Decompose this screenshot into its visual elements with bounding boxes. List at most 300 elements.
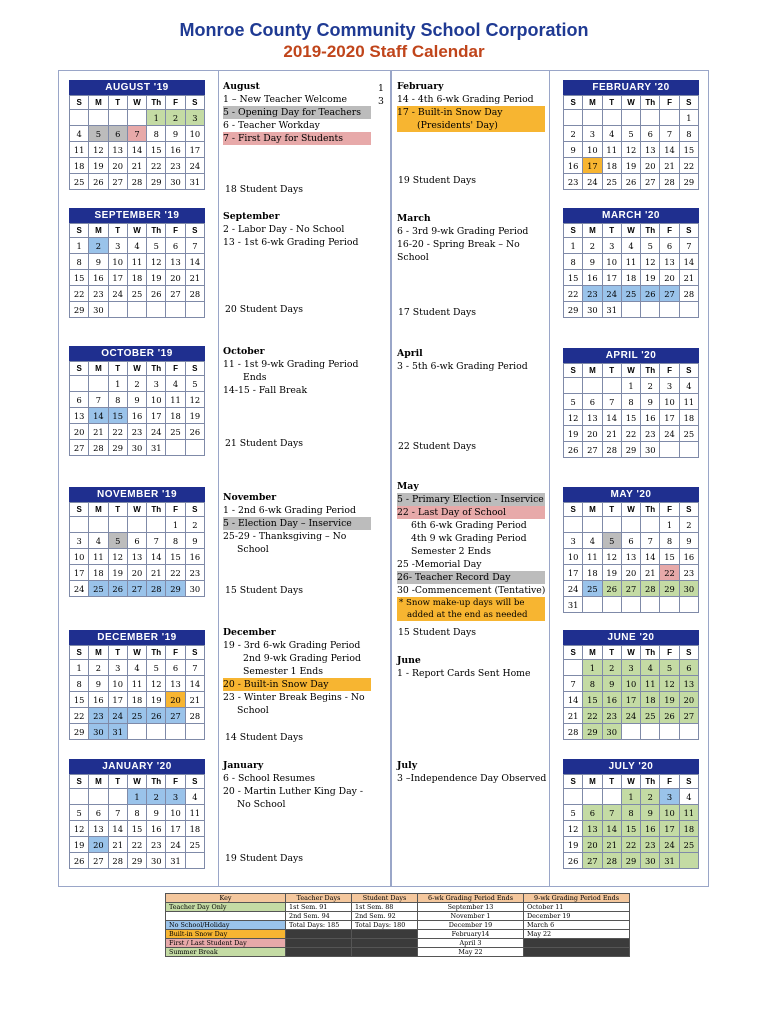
day-cell <box>166 302 185 318</box>
weekday-label: T <box>108 224 127 238</box>
day-cell: 21 <box>89 424 108 440</box>
key-cell <box>524 939 630 948</box>
day-cell: 21 <box>147 565 166 581</box>
day-cell <box>70 110 89 126</box>
weekday-label: Th <box>641 364 660 378</box>
day-cell: 30 <box>147 853 166 869</box>
day-cell: 17 <box>147 408 166 424</box>
weekday-label: S <box>185 362 204 376</box>
month-header: JANUARY '20 <box>69 759 205 774</box>
day-cell: 3 <box>621 660 640 676</box>
day-cell: 21 <box>127 158 146 174</box>
key-cell <box>286 930 352 939</box>
day-cell: 19 <box>185 408 204 424</box>
month-grid <box>563 645 699 740</box>
day-cell <box>70 517 89 533</box>
day-cell <box>564 789 583 805</box>
event-item: 7 - First Day for Students <box>223 132 371 145</box>
day-cell <box>185 853 204 869</box>
day-cell: 8 <box>583 676 602 692</box>
event-item: 1 - 2nd 6-wk Grading Period <box>223 505 356 516</box>
day-cell: 25 <box>70 174 89 190</box>
day-cell: 25 <box>127 286 146 302</box>
day-cell: 5 <box>564 394 583 410</box>
day-cell: 30 <box>185 581 204 597</box>
weekday-label: F <box>660 224 679 238</box>
day-cell: 26 <box>147 286 166 302</box>
day-cell: 10 <box>166 805 185 821</box>
day-cell: 5 <box>641 238 660 254</box>
day-cell: 31 <box>108 724 127 740</box>
day-cell: 18 <box>127 270 146 286</box>
event-item: 5 - Opening Day for Teachers <box>223 106 371 119</box>
day-cell: 7 <box>641 533 660 549</box>
day-cell: 28 <box>147 581 166 597</box>
day-cell <box>166 724 185 740</box>
day-cell: 23 <box>641 426 660 442</box>
day-cell: 14 <box>108 821 127 837</box>
day-cell: 5 <box>602 533 621 549</box>
day-cell: 31 <box>602 302 621 318</box>
day-cell <box>621 724 640 740</box>
day-cell <box>564 110 583 126</box>
day-cell <box>89 376 108 392</box>
day-cell: 25 <box>679 426 698 442</box>
day-cell <box>185 724 204 740</box>
events-august <box>223 80 371 145</box>
weekday-label: S <box>185 503 204 517</box>
day-cell: 10 <box>564 549 583 565</box>
weekday-label: W <box>127 646 146 660</box>
day-cell: 30 <box>641 442 660 458</box>
day-cell: 17 <box>108 692 127 708</box>
event-item: 14-15 - Fall Break <box>223 385 308 396</box>
day-cell: 10 <box>621 676 640 692</box>
day-cell: 3 <box>147 376 166 392</box>
event-heading: December <box>223 627 276 638</box>
day-cell: 3 <box>583 126 602 142</box>
day-cell: 19 <box>641 270 660 286</box>
day-cell: 18 <box>583 565 602 581</box>
weekday-label: S <box>185 646 204 660</box>
day-cell <box>108 110 127 126</box>
event-heading: May <box>397 481 419 492</box>
day-cell: 10 <box>660 805 679 821</box>
weekday-label: S <box>679 364 698 378</box>
day-cell: 4 <box>185 789 204 805</box>
day-cell: 13 <box>166 676 185 692</box>
day-cell: 12 <box>108 549 127 565</box>
event-item: 22 - Last Day of School <box>397 506 545 519</box>
day-cell: 5 <box>70 805 89 821</box>
event-item: 20 - Martin Luther King Day - <box>223 786 363 797</box>
weekday-label: M <box>89 362 108 376</box>
day-cell: 17 <box>185 142 204 158</box>
day-cell: 28 <box>89 440 108 456</box>
day-cell: 18 <box>602 158 621 174</box>
weekday-label: T <box>602 646 621 660</box>
day-cell: 14 <box>602 410 621 426</box>
day-cell: 3 <box>660 789 679 805</box>
day-cell: 2 <box>602 660 621 676</box>
day-cell <box>660 724 679 740</box>
weekday-label: Th <box>147 503 166 517</box>
month-grid <box>563 363 699 458</box>
weekday-label: Th <box>147 775 166 789</box>
day-cell: 23 <box>679 565 698 581</box>
event-item: 6 - School Resumes <box>223 773 316 784</box>
day-cell: 23 <box>147 837 166 853</box>
event-item: 13 - 1st 6-wk Grading Period <box>223 237 359 248</box>
student-days-april: 22 Student Days <box>398 441 477 452</box>
day-cell: 9 <box>127 392 146 408</box>
day-cell: 15 <box>660 549 679 565</box>
key-cell <box>286 948 352 957</box>
day-cell: 20 <box>166 692 185 708</box>
weekday-label: Th <box>641 224 660 238</box>
snow-makeup-note: added at the end as needed <box>397 609 545 621</box>
day-cell: 25 <box>602 174 621 190</box>
day-cell: 28 <box>602 442 621 458</box>
key-cell: 2nd Sem. 94 <box>286 912 352 921</box>
weekday-label: F <box>660 96 679 110</box>
events-march <box>397 212 545 264</box>
event-heading: September <box>223 211 280 222</box>
calendar-december <box>69 630 205 740</box>
day-cell: 18 <box>641 692 660 708</box>
weekday-label: Th <box>147 224 166 238</box>
month-grid <box>69 502 205 597</box>
day-cell: 6 <box>583 394 602 410</box>
day-cell <box>185 302 204 318</box>
snow-makeup-note: * Snow make-up days will be <box>397 597 545 609</box>
day-cell <box>679 853 698 869</box>
day-cell: 19 <box>147 270 166 286</box>
event-item: 26- Teacher Record Day <box>397 571 545 584</box>
day-cell: 28 <box>602 853 621 869</box>
day-cell: 27 <box>70 440 89 456</box>
day-cell: 8 <box>660 533 679 549</box>
day-cell: 14 <box>641 549 660 565</box>
day-cell: 17 <box>108 270 127 286</box>
day-cell: 5 <box>147 238 166 254</box>
day-cell: 19 <box>564 837 583 853</box>
day-cell: 2 <box>127 376 146 392</box>
day-cell: 22 <box>621 426 640 442</box>
day-cell: 14 <box>127 142 146 158</box>
events-july <box>397 759 545 785</box>
day-cell: 15 <box>621 821 640 837</box>
month-grid <box>69 645 205 740</box>
day-cell <box>70 789 89 805</box>
weekday-label: T <box>602 96 621 110</box>
event-item: 6 - Teacher Workday <box>223 120 320 131</box>
day-cell: 3 <box>108 660 127 676</box>
day-cell: 29 <box>660 581 679 597</box>
day-cell: 1 <box>127 789 146 805</box>
weekday-label: F <box>660 775 679 789</box>
day-cell: 18 <box>621 270 640 286</box>
day-cell: 31 <box>660 853 679 869</box>
day-cell <box>127 724 146 740</box>
month-header: APRIL '20 <box>563 348 699 363</box>
day-cell: 19 <box>70 837 89 853</box>
day-cell <box>147 517 166 533</box>
calendar-january <box>69 759 205 869</box>
day-cell: 5 <box>660 660 679 676</box>
day-cell: 5 <box>564 805 583 821</box>
day-cell: 18 <box>185 821 204 837</box>
day-cell <box>89 517 108 533</box>
day-cell: 29 <box>166 581 185 597</box>
day-cell <box>602 517 621 533</box>
day-cell: 11 <box>679 805 698 821</box>
day-cell: 24 <box>660 837 679 853</box>
calendar-july <box>563 759 699 869</box>
day-cell <box>147 724 166 740</box>
day-cell: 7 <box>602 394 621 410</box>
day-cell: 11 <box>602 142 621 158</box>
day-cell: 22 <box>660 565 679 581</box>
day-cell: 21 <box>564 708 583 724</box>
day-cell: 3 <box>660 378 679 394</box>
day-cell: 28 <box>679 286 698 302</box>
day-cell: 21 <box>602 426 621 442</box>
day-cell: 16 <box>185 549 204 565</box>
day-cell: 22 <box>583 708 602 724</box>
day-cell: 30 <box>679 581 698 597</box>
day-cell <box>602 110 621 126</box>
key-cell: December 19 <box>524 912 630 921</box>
day-cell: 5 <box>89 126 108 142</box>
day-cell: 10 <box>602 254 621 270</box>
key-cell: March 6 <box>524 921 630 930</box>
day-cell: 23 <box>583 286 602 302</box>
day-cell: 15 <box>564 270 583 286</box>
day-cell <box>679 302 698 318</box>
student-days-august: 18 Student Days <box>225 184 304 195</box>
day-cell: 9 <box>89 254 108 270</box>
day-cell: 1 <box>166 517 185 533</box>
day-cell: 13 <box>641 142 660 158</box>
weekday-label: Th <box>641 646 660 660</box>
day-cell: 2 <box>641 789 660 805</box>
day-cell: 19 <box>660 692 679 708</box>
day-cell: 21 <box>185 692 204 708</box>
day-cell <box>641 724 660 740</box>
day-cell: 26 <box>147 708 166 724</box>
day-cell: 15 <box>108 408 127 424</box>
calendar-october <box>69 346 205 456</box>
day-cell: 24 <box>70 581 89 597</box>
weekday-label: M <box>583 503 602 517</box>
key-cell: May 22 <box>418 948 524 957</box>
key-cell: February14 <box>418 930 524 939</box>
day-cell: 16 <box>89 692 108 708</box>
key-header: Key <box>166 894 286 903</box>
day-cell <box>127 517 146 533</box>
day-cell: 10 <box>147 392 166 408</box>
event-item: 3 –Independence Day Observed <box>397 773 547 784</box>
day-cell: 9 <box>602 676 621 692</box>
day-cell: 7 <box>660 126 679 142</box>
key-cell <box>286 939 352 948</box>
day-cell: 11 <box>185 805 204 821</box>
day-cell: 27 <box>679 708 698 724</box>
day-cell: 4 <box>641 660 660 676</box>
weekday-label: S <box>679 775 698 789</box>
key-header: Student Days <box>352 894 418 903</box>
calendar-february <box>563 80 699 190</box>
day-cell: 11 <box>641 676 660 692</box>
day-cell: 5 <box>185 376 204 392</box>
day-cell: 22 <box>679 158 698 174</box>
day-cell: 19 <box>89 158 108 174</box>
day-cell: 4 <box>679 789 698 805</box>
day-cell: 21 <box>602 837 621 853</box>
events-december <box>223 626 371 717</box>
weekday-label: S <box>564 503 583 517</box>
day-cell: 10 <box>583 142 602 158</box>
event-heading: October <box>223 346 265 357</box>
event-item: Ends <box>243 372 267 383</box>
day-cell: 2 <box>89 238 108 254</box>
day-cell: 17 <box>564 565 583 581</box>
day-cell: 15 <box>166 549 185 565</box>
day-cell: 12 <box>89 142 108 158</box>
day-cell: 10 <box>108 254 127 270</box>
day-cell <box>564 660 583 676</box>
day-cell: 20 <box>108 158 127 174</box>
day-cell: 18 <box>166 408 185 424</box>
day-cell: 1 <box>564 238 583 254</box>
day-cell: 13 <box>70 408 89 424</box>
event-item: 5 - Primary Election - Inservice <box>397 494 544 505</box>
day-cell: 17 <box>621 692 640 708</box>
day-cell: 30 <box>641 853 660 869</box>
event-item: 25 -Memorial Day <box>397 559 482 570</box>
events-april <box>397 347 545 373</box>
weekday-label: T <box>602 775 621 789</box>
day-cell: 12 <box>147 676 166 692</box>
day-cell: 18 <box>679 410 698 426</box>
day-cell: 9 <box>679 533 698 549</box>
day-cell: 20 <box>583 837 602 853</box>
day-cell: 12 <box>621 142 640 158</box>
key-cell: Built-in Snow Day <box>166 930 286 939</box>
events-february <box>397 80 545 132</box>
day-cell: 5 <box>147 660 166 676</box>
day-cell: 27 <box>641 174 660 190</box>
student-days-january: 19 Student Days <box>225 853 304 864</box>
day-cell <box>641 302 660 318</box>
day-cell: 28 <box>127 174 146 190</box>
day-cell: 13 <box>660 254 679 270</box>
calendar-september <box>69 208 205 318</box>
day-cell: 22 <box>127 837 146 853</box>
day-cell: 8 <box>127 805 146 821</box>
day-cell: 8 <box>621 805 640 821</box>
day-cell: 22 <box>108 424 127 440</box>
weekday-label: T <box>108 775 127 789</box>
day-cell: 29 <box>147 174 166 190</box>
day-cell <box>564 517 583 533</box>
day-cell: 11 <box>70 142 89 158</box>
day-cell <box>127 110 146 126</box>
day-cell: 25 <box>185 837 204 853</box>
weekday-label: S <box>564 96 583 110</box>
event-item: 1 – New Teacher Welcome <box>223 94 348 105</box>
day-cell: 4 <box>679 378 698 394</box>
weekday-label: S <box>70 224 89 238</box>
key-cell: May 22 <box>524 930 630 939</box>
day-cell: 3 <box>108 238 127 254</box>
day-cell <box>602 597 621 613</box>
day-cell: 31 <box>185 174 204 190</box>
day-cell: 15 <box>679 142 698 158</box>
student-days-october: 21 Student Days <box>225 438 304 449</box>
day-cell: 9 <box>89 676 108 692</box>
day-cell <box>660 597 679 613</box>
day-cell: 30 <box>583 302 602 318</box>
calendar-march <box>563 208 699 318</box>
month-header: MARCH '20 <box>563 208 699 223</box>
day-cell: 7 <box>108 805 127 821</box>
day-cell <box>660 110 679 126</box>
day-cell: 25 <box>583 581 602 597</box>
event-item: 5 - Election Day – Inservice <box>223 517 371 530</box>
day-cell: 22 <box>166 565 185 581</box>
day-cell: 1 <box>70 660 89 676</box>
event-item: 3 - 5th 6-wk Grading Period <box>397 361 528 372</box>
day-cell: 31 <box>147 440 166 456</box>
day-cell <box>583 517 602 533</box>
month-header: NOVEMBER '19 <box>69 487 205 502</box>
day-cell: 7 <box>89 392 108 408</box>
weekday-label: F <box>166 775 185 789</box>
month-grid <box>69 361 205 456</box>
day-cell: 20 <box>166 270 185 286</box>
day-cell <box>583 789 602 805</box>
event-item: Semester 2 Ends <box>411 546 491 557</box>
day-cell: 26 <box>185 424 204 440</box>
day-cell: 6 <box>166 660 185 676</box>
day-cell: 18 <box>70 158 89 174</box>
weekday-label: M <box>89 646 108 660</box>
key-cell: 1st Sem. 91 <box>286 903 352 912</box>
day-cell: 17 <box>166 821 185 837</box>
day-cell: 29 <box>108 440 127 456</box>
day-cell: 16 <box>564 158 583 174</box>
day-cell: 12 <box>602 549 621 565</box>
events-october <box>223 345 371 397</box>
day-cell: 5 <box>621 126 640 142</box>
day-cell: 22 <box>70 286 89 302</box>
day-cell: 27 <box>660 286 679 302</box>
day-cell: 18 <box>89 565 108 581</box>
day-cell: 27 <box>108 174 127 190</box>
day-cell: 2 <box>89 660 108 676</box>
day-cell: 9 <box>166 126 185 142</box>
day-cell: 6 <box>108 126 127 142</box>
day-cell: 2 <box>641 378 660 394</box>
day-cell <box>185 440 204 456</box>
day-cell: 23 <box>602 708 621 724</box>
weekday-label: S <box>185 775 204 789</box>
day-cell: 14 <box>147 549 166 565</box>
day-cell: 15 <box>127 821 146 837</box>
event-item: School <box>237 705 269 716</box>
